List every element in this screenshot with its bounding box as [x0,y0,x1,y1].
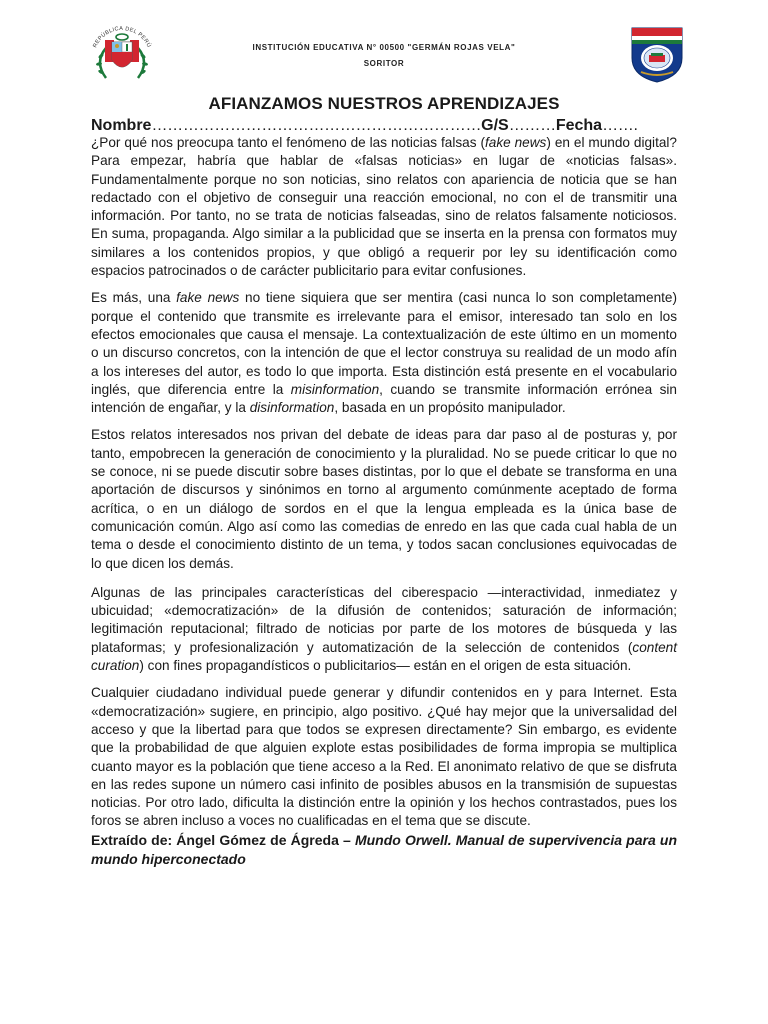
credit-prefix: Extraído de: Ángel Gómez de Ágreda – [91,831,355,848]
worksheet-title: AFIANZAMOS NUESTROS APRENDIZAJES [208,94,560,113]
institution-name: INSTITUCIÓN EDUCATIVA N° 00500 "GERMÁN ROJAS VELA" [252,43,516,52]
paragraph-text: Es más, una [91,290,177,306]
name-label: Nombre [91,117,152,134]
paragraph-text: ) con fines propagandísticos o publicitarios— están en el origen de esta situación. [139,658,632,674]
reading-text [91,134,677,869]
term-fake-news: fake news [176,290,240,306]
paragraph-text: Algunas de las principales características del ciberespacio —interactividad, inmediatez y ubicuidad; «democratización» de la difusión de contenidos; saturación de información; legitimación reputacional; filtrado de noticias por parte de los motores de búsqueda y las plataformas; y profesionalización y automatización de la selección de contenidos ( [91,584,677,655]
term-misinformation: misinformation [290,381,380,397]
peru-coat-of-arms-icon [76,18,168,88]
term-disinformation: disinformation [249,400,335,416]
paragraph-text: , basada en un propósito manipulador. [334,400,566,416]
term-content-curation: content curation [91,639,677,674]
source-credit [91,832,677,867]
student-info-line [91,117,691,135]
paragraph-text: ¿Por qué nos preocupa tanto el fenómeno de las noticias falsas ( [91,135,485,150]
grade-label: G/S [481,117,509,134]
paragraph-1 [91,134,677,280]
paragraph-5 [91,684,677,869]
paragraph-3: Estos relatos interesados nos privan del debate de ideas para dar paso al de posturas y, por tanto, empobrecen la generación de conocimiento y la pluralidad. No se puede criticar lo que no se conoce, ni se puede discutir sobre bases distintas, por lo que el debate se transforma en una aportación de discursos y sinónimos en torno al argumento comúnmente aceptado de forma acrítica, o en un diálogo de sordos en el que la lengua empleada es la única base de comunicación común. Algo así como las comedias de enredo en las que cada cual habla de un tema o desde el conocimiento distinto de un tema, y todos sacan conclusiones equivocadas de lo que dicen los demás. [91,427,677,571]
document-header [0,18,768,88]
paragraph-2 [91,289,677,417]
date-label: Fecha [555,117,603,134]
paragraph-text: , cuando se transmite información errónea sin intención de engañar, y la [91,381,677,416]
paragraph-4 [91,584,677,675]
paragraph-text: ) en el mundo digital? Para empezar, habría que hablar de «falsas noticias» en lugar de «noticias falsas». Fundamentalmente porque no son noticias, sino relatos con apariencia de noticia que se han redactado con el objetivo de conseguir una reacción emocional, no con el de transmitir una información. Por tanto, no se trata de noticias falseadas, sino de relatos falsamente noticiosos. En suma, propaganda. Algo similar a la publicidad que se inserta en la prensa con formatos muy similares a los contenidos propios, y que obligó a requerir por ley su identificación como espacios patrocinados o de carácter publicitario para evitar confusiones. [91,135,677,279]
date-blank[interactable]: ……. [602,117,638,134]
term-fake-news: fake news [484,135,547,150]
paragraph-text: no tiene siquiera que ser mentira (casi nunca lo son completamente) porque el contenido que transmite es irrelevante para el emisor, interesado tan solo en los efectos emocionales que causa el mensaje. La contextualización de este último en un momento o un discurso concretos, con la intención de que el lector construya su realidad de un modo afín a los intereses del autor, es todo lo que importa. Esta distinción está presente en el vocabulario inglés, que diferencia entre la [91,290,677,397]
institution-location: SORITOR [363,59,405,68]
grade-blank[interactable]: ……… [508,117,556,134]
school-badge-icon [628,22,686,84]
paragraph-text: Cualquier ciudadano individual puede generar y difundir contenidos en y para Internet. Esta «democratización» sugiere, en principio, algo positivo. ¿Qué hay mejor que la universalidad del acceso y que la libertad para que todos se expresen directamente? Sin embargo, es evidente que la probabilidad de que alguien explote estas posibilidades de forma impropia se multiplica cuanto mayor es la población que tiene acceso a la Red. El anonimato relativo de que se disfruta en las redes supone un número casi infinito de posibles abusos en la transmisión de supuestas noticias. Por otro lado, dificulta la distinción entre la opinión y los hechos contrastados, pues los foros se abren incluso a voces no cualificadas en el tema que se discute. [91,685,677,829]
crest-circle-text: REPÚBLICA DEL PERÚ [92,25,152,49]
name-blank[interactable]: ……………………………………………………… [151,117,482,134]
credit-work-title: Mundo Orwell. Manual de supervivencia para un mundo hiperconectado [91,831,677,867]
